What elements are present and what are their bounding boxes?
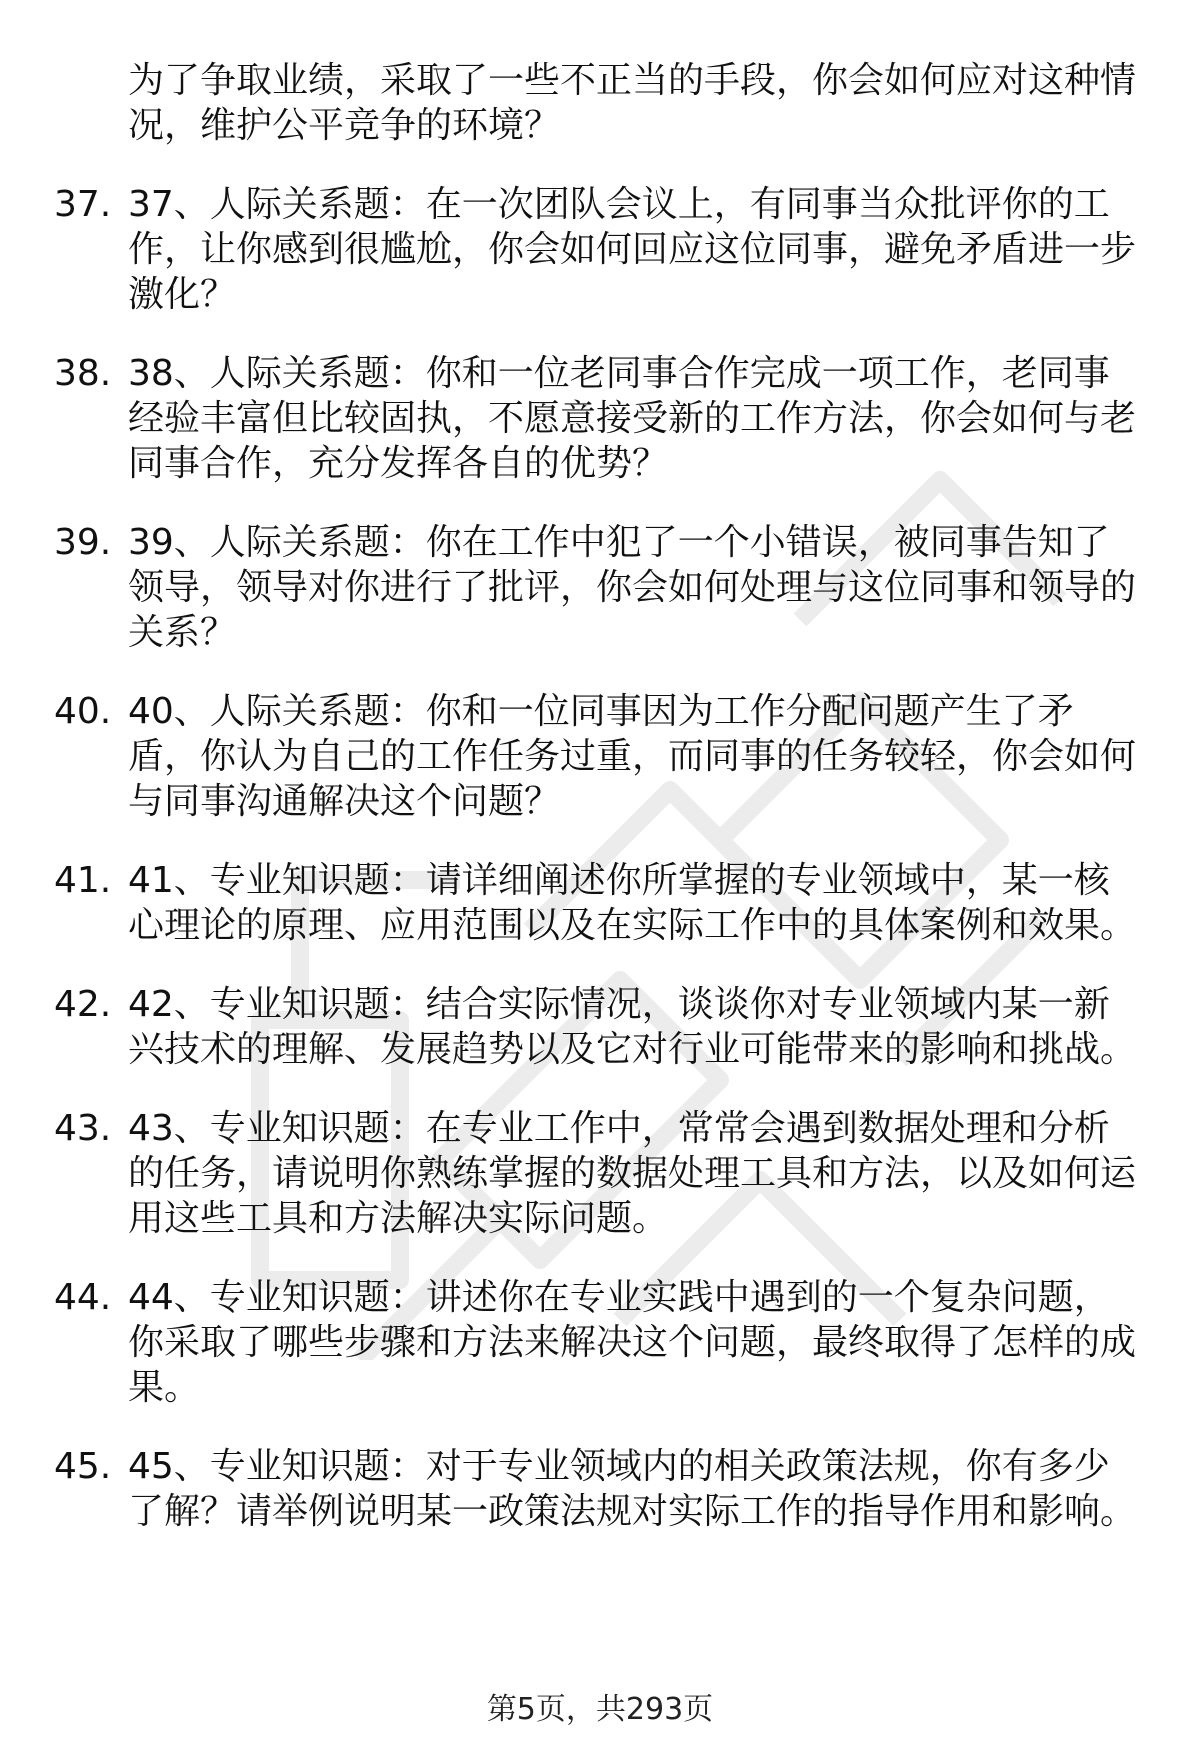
- item-number: 40.: [54, 691, 112, 732]
- item-text: 44、专业知识题：讲述你在专业实践中遇到的一个复杂问题，你采取了哪些步骤和方法来解决这个问题，最终取得了怎样的成果。: [128, 1277, 1137, 1408]
- question-list: [0, 58, 1200, 1568]
- item-number: 37.: [54, 184, 112, 225]
- item-text: 37、人际关系题：在一次团队会议上，有同事当众批评你的工作，让你感到很尴尬，你会如何回应这位同事，避免矛盾进一步激化？: [128, 184, 1137, 315]
- item-number: 38.: [54, 353, 112, 394]
- item-text: 40、人际关系题：你和一位同事因为工作分配问题产生了矛盾，你认为自己的工作任务过重，而同事的任务较轻，你会如何与同事沟通解决这个问题？: [128, 691, 1137, 822]
- item-text: 43、专业知识题：在专业工作中，常常会遇到数据处理和分析的任务，请说明你熟练掌握的数据处理工具和方法，以及如何运用这些工具和方法解决实际问题。: [128, 1108, 1137, 1239]
- item-text: 45、专业知识题：对于专业领域内的相关政策法规，你有多少了解？请举例说明某一政策法规对实际工作的指导作用和影响。: [128, 1446, 1137, 1532]
- list-item: [0, 1444, 1200, 1534]
- page-footer: 第5页，共293页: [486, 1692, 714, 1727]
- item-number: 41.: [54, 860, 112, 901]
- item-number: 42.: [54, 984, 112, 1025]
- list-item: [0, 351, 1200, 486]
- item-text: 41、专业知识题：请详细阐述你所掌握的专业领域中，某一核心理论的原理、应用范围以及在实际工作中的具体案例和效果。: [128, 860, 1137, 946]
- list-item: [0, 689, 1200, 824]
- item-number: 45.: [54, 1446, 112, 1487]
- list-item: [0, 858, 1200, 948]
- item-number: 39.: [54, 522, 112, 563]
- item-text: 39、人际关系题：你在工作中犯了一个小错误，被同事告知了领导，领导对你进行了批评，你会如何处理与这位同事和领导的关系？: [128, 522, 1137, 653]
- item-number: 44.: [54, 1277, 112, 1318]
- continuation-text: 为了争取业绩，采取了一些不正当的手段，你会如何应对这种情况，维护公平竞争的环境？: [128, 60, 1137, 146]
- list-item: [0, 982, 1200, 1072]
- item-text: 38、人际关系题：你和一位老同事合作完成一项工作，老同事经验丰富但比较固执，不愿意接受新的工作方法，你会如何与老同事合作，充分发挥各自的优势？: [128, 353, 1137, 484]
- item-number: 43.: [54, 1108, 112, 1149]
- list-item: [0, 520, 1200, 655]
- item-text: 42、专业知识题：结合实际情况，谈谈你对专业领域内某一新兴技术的理解、发展趋势以及它对行业可能带来的影响和挑战。: [128, 984, 1137, 1070]
- list-item-continuation: [0, 58, 1200, 148]
- list-item: [0, 182, 1200, 317]
- list-item: [0, 1106, 1200, 1241]
- list-item: [0, 1275, 1200, 1410]
